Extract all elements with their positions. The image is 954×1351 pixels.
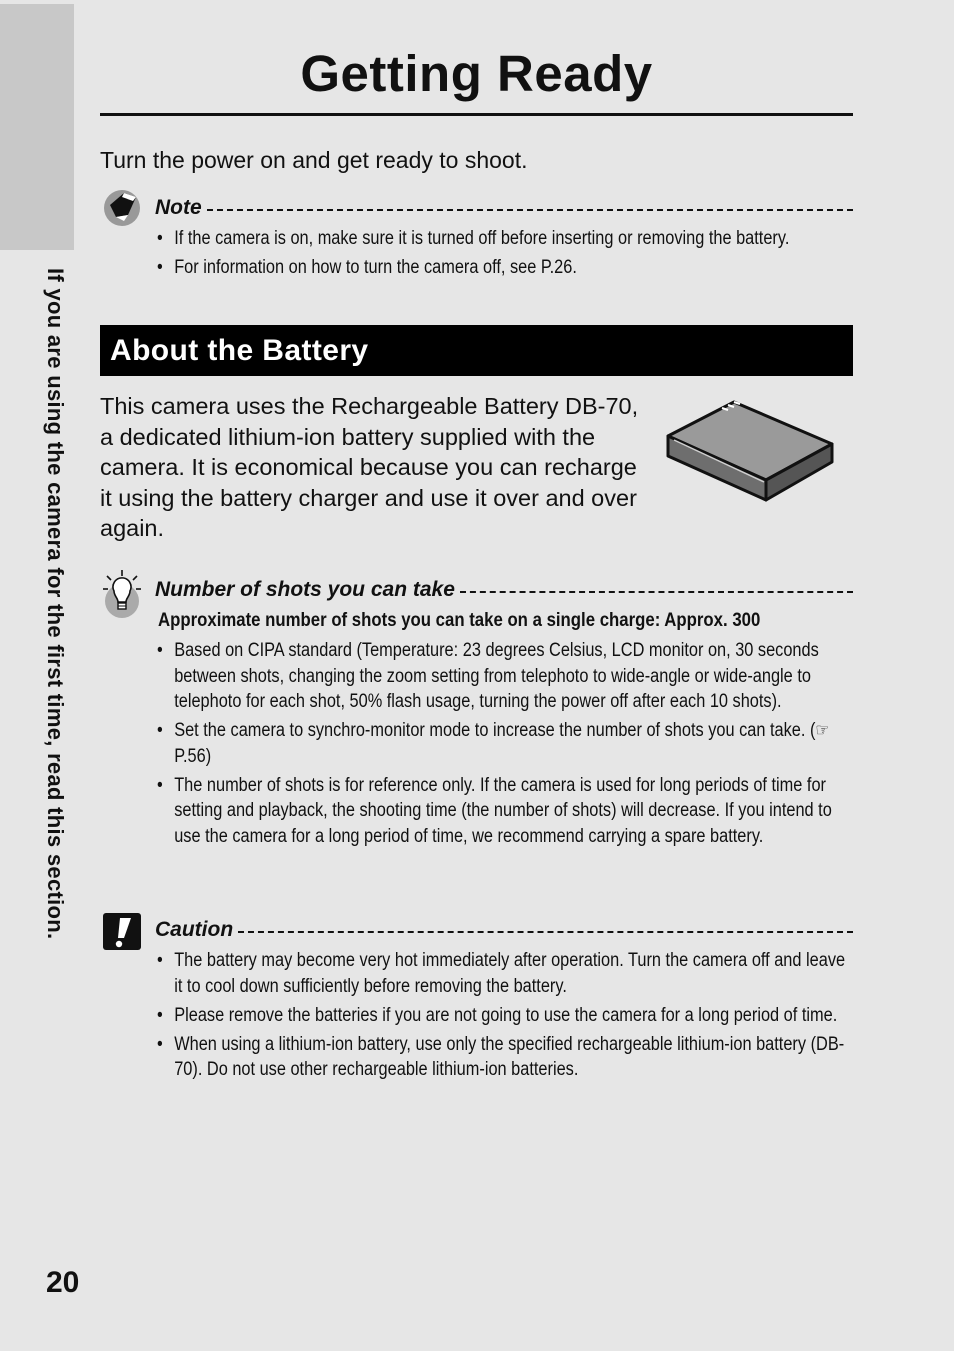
note-pencil-icon xyxy=(102,187,142,227)
list-item: • When using a lithium-ion battery, use only the specified rechargeable lithium-ion battery (DB-70). Do not use other rechargeable lithium-ion batteries. xyxy=(157,1032,854,1083)
chapter-tab xyxy=(0,4,74,250)
lightbulb-icon xyxy=(102,569,142,621)
chapter-vertical-text: If you are using the camera for the first time, read this section. xyxy=(43,268,68,940)
intro-text: Turn the power on and get ready to shoot. xyxy=(100,147,528,173)
list-item-text: Set the camera to synchro-monitor mode to increase the number of shots you can take. ( xyxy=(174,720,816,741)
note-dash-rule xyxy=(207,209,853,211)
caution-exclamation-icon xyxy=(102,912,142,952)
note-list xyxy=(157,226,854,284)
section-heading: About the Battery xyxy=(110,333,369,367)
pointing-hand-icon: ☞ xyxy=(815,720,830,740)
list-item xyxy=(157,718,854,769)
battery-icon xyxy=(662,398,838,506)
shots-dash-rule xyxy=(460,591,853,593)
shots-summary: Approximate number of shots you can take on a single charge: Approx. 300 xyxy=(158,609,761,631)
list-item: • If the camera is on, make sure it is turned off before inserting or removing the battery. xyxy=(157,226,854,252)
list-item: • Please remove the batteries if you are not going to use the camera for a long period of time. xyxy=(157,1003,854,1029)
shots-list xyxy=(157,638,854,853)
caution-heading xyxy=(155,916,853,944)
list-item: • The number of shots is for reference only. If the camera is used for long periods of time for setting and playback, the shooting time (the number of shots) will decrease. If you intend to use the camera for a long period of time, we recommend carrying a spare battery. xyxy=(157,773,854,850)
note-heading-label: Note xyxy=(155,196,202,219)
note-heading xyxy=(155,194,853,222)
shots-heading-label: Number of shots you can take xyxy=(155,578,455,601)
list-item: • Based on CIPA standard (Temperature: 23 degrees Celsius, LCD monitor on, 30 seconds between shots, changing the zoom setting from telephoto to wide-angle or wide-angle to telephoto for each shot, 50% flash usage, turning the power off after each 10 shots). xyxy=(157,638,854,715)
page-number: 20 xyxy=(46,1266,80,1299)
caution-dash-rule xyxy=(238,931,853,933)
list-item: • The battery may become very hot immediately after operation. Turn the camera off and leave it to cool down sufficiently before removing the battery. xyxy=(157,948,854,999)
battery-description: This camera uses the Rechargeable Battery DB-70, a dedicated lithium-ion battery supplied with the camera. It is economical because you can recharge it using the battery charger and use it over and over again. xyxy=(100,393,639,541)
caution-list xyxy=(157,948,854,1086)
list-item: • For information on how to turn the camera off, see P.26. xyxy=(157,255,854,281)
section-heading-bar xyxy=(100,325,853,376)
page-reference: P.56) xyxy=(174,745,212,767)
shots-heading xyxy=(155,576,853,604)
page-title: Getting Ready xyxy=(300,45,653,102)
title-divider xyxy=(100,113,853,116)
caution-heading-label: Caution xyxy=(155,918,234,941)
